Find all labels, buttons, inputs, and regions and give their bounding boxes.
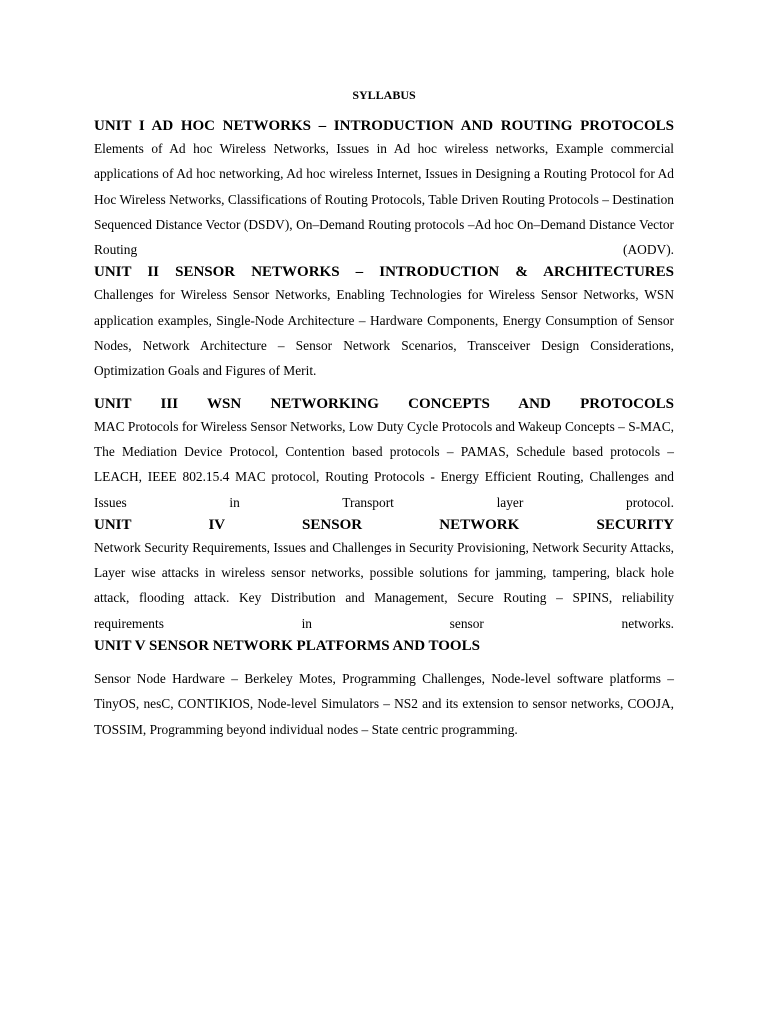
unit-3-body: MAC Protocols for Wireless Sensor Networks, Low Duty Cycle Protocols and Wakeup Concepts – S-MAC, The Mediation Device Protocol, Contention based protocols – PAMAS, Schedule based protocols – LEACH, IEEE 802.15.4 MAC protocol, Routing Protocols - Energy Efficient Routing, Challenges and Issues in Transport layer protocol. [94,418,674,510]
unit-2-heading: UNIT II SENSOR NETWORKS – INTRODUCTION & ARCHITECTURES [94,264,674,281]
unit-5-heading: UNIT V SENSOR NETWORK PLATFORMS AND TOOLS [94,638,480,655]
spacer [94,656,674,666]
unit-4-body: Network Security Requirements, Issues and Challenges in Security Provisioning, Network Security Attacks, Layer wise attacks in wireless sensor networks, possible solutions for jamming, tampering, black hole attack, flooding attack. Key Distribution and Management, Secure Routing – SPINS, reliability requirements in sensor networks. [94,539,674,631]
spacer [94,384,674,394]
unit-5-body: Sensor Node Hardware – Berkeley Motes, Programming Challenges, Node-level software platforms – TinyOS, nesC, CONTIKIOS, Node-level Simulators – NS2 and its extension to sensor networks, COOJA, TOSSIM, Programming beyond individual nodes – State centric programming. [94,671,674,737]
page-title: SYLLABUS [352,88,416,102]
unit-1-body: Elements of Ad hoc Wireless Networks, Issues in Ad hoc wireless networks, Example commercial applications of Ad hoc networking, Ad hoc wireless Internet, Issues in Designing a Routing Protocol for Ad Hoc Wireless Networks, Classifications of Routing Protocols, Table Driven Routing Protocols – Destination Sequenced Distance Vector (DSDV), On–Demand Routing protocols –Ad hoc On–Demand Distance Vector Routing (AODV). [94,141,674,258]
syllabus-page [94,86,674,742]
unit-3-heading: UNIT III WSN NETWORKING CONCEPTS AND PROTOCOLS [94,395,674,412]
unit-1-heading: UNIT I AD HOC NETWORKS – INTRODUCTION AND ROUTING PROTOCOLS [94,118,674,134]
unit-2-body: Challenges for Wireless Sensor Networks, Enabling Technologies for Wireless Sensor Networks, WSN application examples, Single-Node Architecture – Hardware Components, Energy Consumption of Sensor Nodes, Network Architecture – Sensor Network Scenarios, Transceiver Design Considerations, Optimization Goals and Figures of Merit. [94,287,674,379]
unit-4-heading: UNIT IV SENSOR NETWORK SECURITY [94,516,674,533]
